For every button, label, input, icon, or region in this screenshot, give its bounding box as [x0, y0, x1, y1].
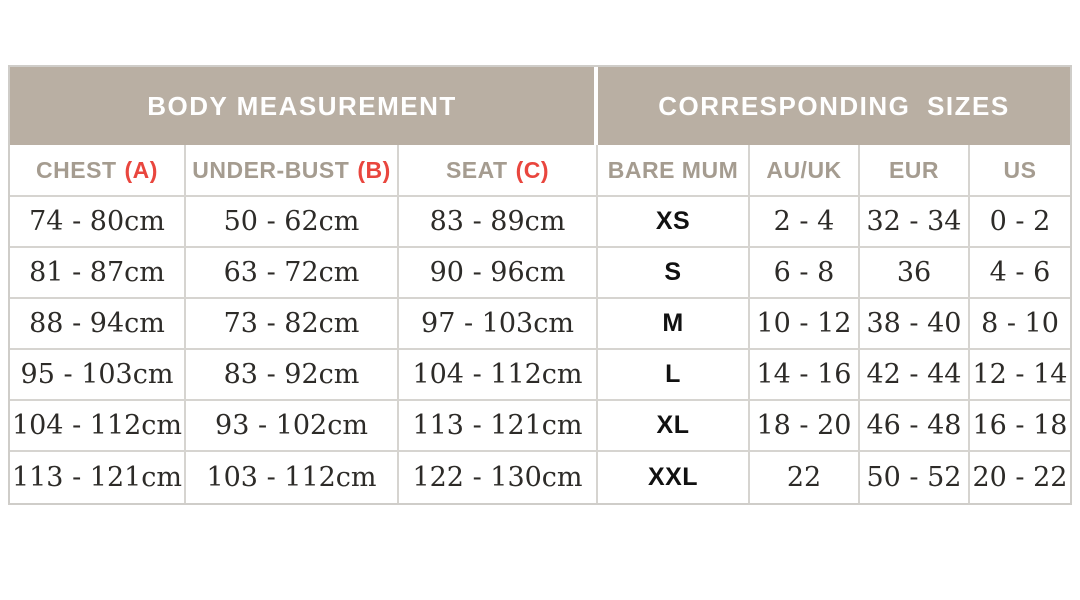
table-cell-bare-mum-size: XS: [598, 197, 750, 248]
table-cell-eur: 46 - 48: [860, 401, 970, 452]
col-header-label: SEAT: [445, 156, 508, 183]
col-header-bare-mum: [598, 145, 750, 197]
table-cell-chest: 95 - 103cm: [10, 350, 186, 401]
col-header-under-bust: [186, 145, 399, 197]
table-cell-under-bust: 103 - 112cm: [186, 452, 399, 503]
col-header-eur: [860, 145, 970, 197]
table-cell-eur: 32 - 34: [860, 197, 970, 248]
col-header-label: EUR: [888, 156, 940, 183]
col-header-us: [970, 145, 1070, 197]
table-cell-au-uk: 10 - 12: [750, 299, 860, 350]
col-header-label: US: [1003, 156, 1037, 183]
table-row: [10, 350, 1070, 401]
table-cell-chest: 88 - 94cm: [10, 299, 186, 350]
table-cell-eur: 36: [860, 248, 970, 299]
table-cell-bare-mum-size: XXL: [598, 452, 750, 503]
table-cell-under-bust: 73 - 82cm: [186, 299, 399, 350]
table-row: [10, 452, 1070, 503]
group-header-corresponding-sizes: CORRESPONDING SIZES: [598, 67, 1070, 145]
table-row: [10, 248, 1070, 299]
table-cell-bare-mum-size: L: [598, 350, 750, 401]
table-cell-seat: 83 - 89cm: [399, 197, 598, 248]
col-header-label: CHEST: [36, 156, 117, 183]
table-cell-eur: 42 - 44: [860, 350, 970, 401]
table-cell-us: 4 - 6: [970, 248, 1070, 299]
table-cell-us: 0 - 2: [970, 197, 1070, 248]
table-cell-chest: 113 - 121cm: [10, 452, 186, 503]
size-chart-table: [8, 65, 1072, 505]
table-cell-au-uk: 14 - 16: [750, 350, 860, 401]
table-cell-au-uk: 6 - 8: [750, 248, 860, 299]
table-cell-bare-mum-size: M: [598, 299, 750, 350]
table-cell-under-bust: 93 - 102cm: [186, 401, 399, 452]
table-cell-us: 16 - 18: [970, 401, 1070, 452]
table-cell-au-uk: 22: [750, 452, 860, 503]
table-cell-under-bust: 83 - 92cm: [186, 350, 399, 401]
col-header-seat: [399, 145, 598, 197]
table-cell-us: 8 - 10: [970, 299, 1070, 350]
col-header-label: BARE MUM: [607, 156, 739, 183]
table-cell-bare-mum-size: S: [598, 248, 750, 299]
table-cell-bare-mum-size: XL: [598, 401, 750, 452]
table-cell-under-bust: 50 - 62cm: [186, 197, 399, 248]
col-header-marker-a: (A): [124, 156, 158, 183]
table-cell-seat: 97 - 103cm: [399, 299, 598, 350]
col-header-label: UNDER-BUST: [192, 156, 350, 183]
table-cell-seat: 90 - 96cm: [399, 248, 598, 299]
table-cell-eur: 50 - 52: [860, 452, 970, 503]
table-cell-under-bust: 63 - 72cm: [186, 248, 399, 299]
table-cell-chest: 104 - 112cm: [10, 401, 186, 452]
table-cell-seat: 122 - 130cm: [399, 452, 598, 503]
table-cell-eur: 38 - 40: [860, 299, 970, 350]
table-cell-au-uk: 18 - 20: [750, 401, 860, 452]
col-header-marker-b: (B): [357, 156, 391, 183]
col-header-au-uk: [750, 145, 860, 197]
table-cell-chest: 74 - 80cm: [10, 197, 186, 248]
table-cell-chest: 81 - 87cm: [10, 248, 186, 299]
col-header-chest: [10, 145, 186, 197]
col-header-label: AU/UK: [766, 156, 842, 183]
column-header-row: [10, 145, 1070, 197]
col-header-marker-c: (C): [515, 156, 550, 183]
table-row: [10, 299, 1070, 350]
group-header-body-measurement: BODY MEASUREMENT: [10, 67, 598, 145]
table-cell-seat: 104 - 112cm: [399, 350, 598, 401]
table-cell-us: 12 - 14: [970, 350, 1070, 401]
table-row: [10, 401, 1070, 452]
table-row: [10, 197, 1070, 248]
table-cell-au-uk: 2 - 4: [750, 197, 860, 248]
group-header-row: [10, 67, 1070, 145]
table-cell-seat: 113 - 121cm: [399, 401, 598, 452]
table-cell-us: 20 - 22: [972, 462, 1068, 493]
